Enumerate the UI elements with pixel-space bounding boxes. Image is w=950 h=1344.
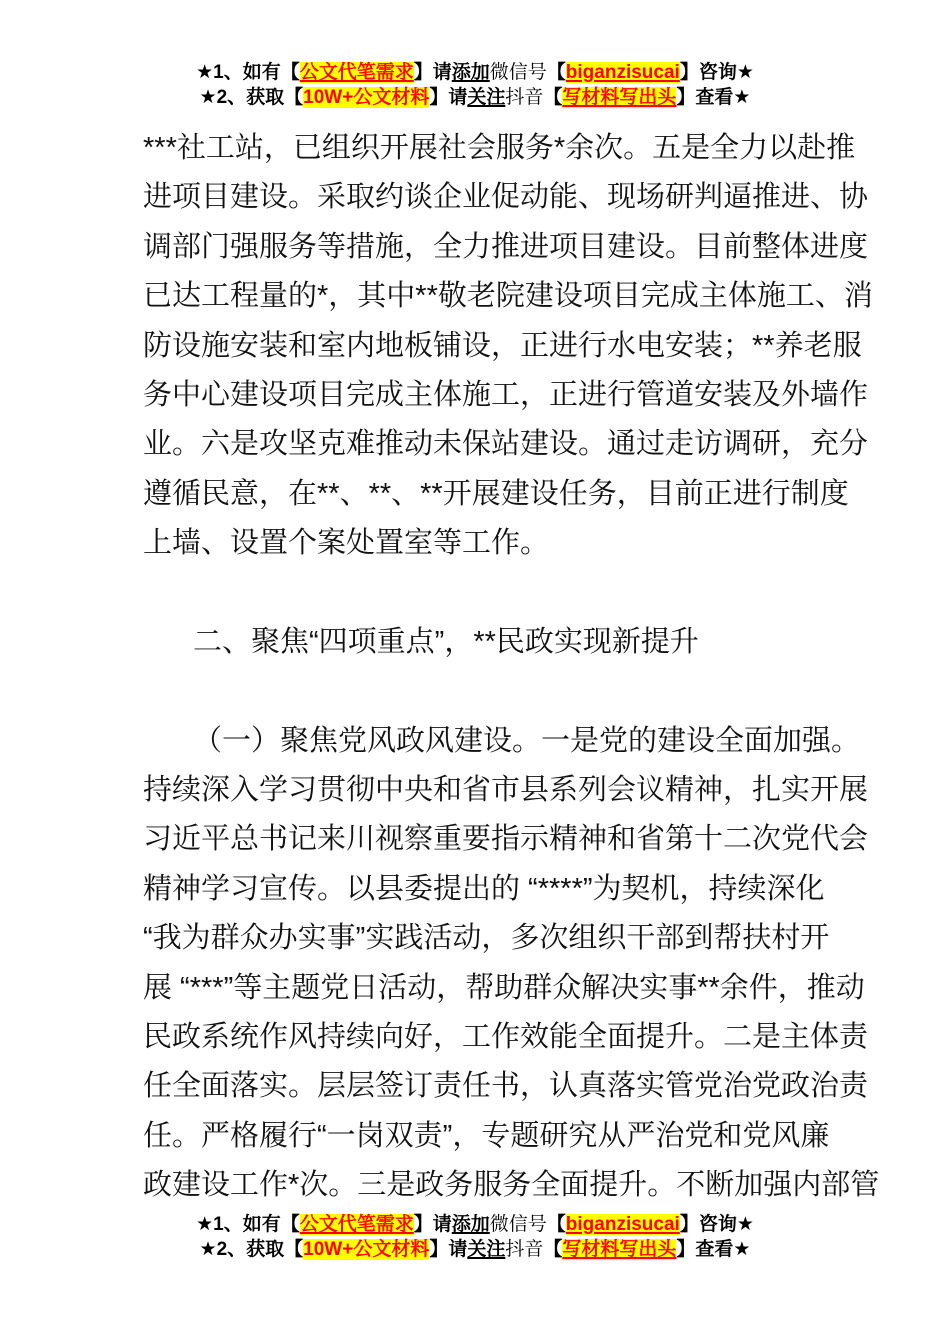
banner-prefix-2: ★2、获取【 [199, 87, 304, 108]
promo-banner-line-2 [0, 85, 950, 110]
wechat-id: biganzisucai [565, 62, 680, 83]
document-body [143, 124, 880, 1211]
text-line: 任。严格履行“一岗双责”，专题研究从严治党和党风廉 [143, 1119, 830, 1152]
banner-suffix-1: 】咨询★ [679, 62, 754, 83]
text-line: 已达工程量的*，其中**敬老院建设项目完成主体施工、消 [143, 280, 873, 313]
text-line: 遵循民意，在**、**、**开展建设任务，目前正进行制度 [143, 477, 849, 510]
banner-text: 】请 [413, 62, 452, 83]
banner-suffix-2: 】查看★ [676, 1239, 751, 1260]
text-line: ***社工站，已组织开展社会服务*余次。五是全力以赴推 [143, 132, 856, 164]
section-heading: 二、聚焦“四项重点”，**民政实现新提升 [193, 625, 699, 658]
douyin-account: 写材料写出头 [562, 1239, 677, 1260]
text-line: 上墙、设置个案处置室等工作。 [143, 527, 550, 560]
paragraph-party-conduct [143, 717, 880, 1211]
bracket: 【 [543, 1239, 563, 1260]
text-line: 任全面落实。层层签订责任书，认真落实管党治党政治责 [143, 1070, 869, 1103]
text-line: 精神学习宣传。以县委提出的 “****”为契机，持续深化 [143, 872, 825, 905]
keyword-materials: 10W+公文材料 [303, 1239, 430, 1260]
banner-text: 】请 [429, 87, 468, 108]
action-add: 添加 [451, 62, 490, 83]
keyword-writing-service: 公文代笔需求 [299, 1214, 414, 1235]
banner-prefix-2: ★2、获取【 [199, 1239, 304, 1260]
wechat-id: biganzisucai [565, 1214, 680, 1235]
douyin-label: 抖音 [505, 1239, 544, 1260]
douyin-label: 抖音 [505, 87, 544, 108]
promo-banner-line-1 [0, 1212, 950, 1237]
bracket: 【 [546, 62, 566, 83]
action-add: 添加 [451, 1214, 490, 1235]
douyin-account: 写材料写出头 [562, 87, 677, 108]
text-line: 务中心建设项目完成主体施工，正进行管道安装及外墙作 [143, 378, 869, 411]
banner-text: 】请 [413, 1214, 452, 1235]
paragraph-project-progress [143, 124, 873, 569]
promo-banner-bottom [0, 1212, 950, 1262]
wechat-label: 微信号 [489, 62, 547, 83]
promo-banner-line-2 [0, 1237, 950, 1262]
blank-line [143, 667, 863, 716]
text-line: 持续深入学习贯彻中央和省市县系列会议精神，扎实开展 [143, 774, 869, 807]
blank-line [143, 569, 863, 618]
action-follow: 关注 [467, 1239, 506, 1260]
banner-prefix-1: ★1、如有【 [196, 62, 300, 83]
text-line: 展 “***”等主题党日活动，帮助群众解决实事**余件，推动 [143, 971, 865, 1004]
text-line: “我为群众办实事”实践活动，多次组织干部到帮扶村开 [143, 922, 830, 955]
text-line: 调部门强服务等措施，全力推进项目建设。目前整体进度 [143, 230, 869, 263]
wechat-label: 微信号 [489, 1214, 547, 1235]
text-line: （一）聚焦党风政风建设。一是党的建设全面加强。 [193, 724, 861, 757]
promo-banner-line-1 [0, 60, 950, 85]
text-line: 民政系统作风持续向好，工作效能全面提升。二是主体责 [143, 1021, 869, 1054]
action-follow: 关注 [467, 87, 506, 108]
bracket: 【 [546, 1214, 566, 1235]
bracket: 【 [543, 87, 563, 108]
text-line: 防设施安装和室内地板铺设，正进行水电安装；**养老服 [143, 329, 862, 362]
banner-text: 】请 [429, 1239, 468, 1260]
keyword-materials: 10W+公文材料 [303, 87, 430, 108]
banner-prefix-1: ★1、如有【 [196, 1214, 300, 1235]
text-line: 进项目建设。采取约谈企业促动能、现场研判逼推进、协 [143, 181, 869, 214]
text-line: 习近平总书记来川视察重要指示精神和省第十二次党代会 [143, 823, 869, 856]
text-line: 政建设工作*次。三是政务服务全面提升。不断加强内部管 [143, 1169, 880, 1202]
banner-suffix-2: 】查看★ [676, 87, 751, 108]
text-line: 业。六是攻坚克难推动未保站建设。通过走访调研，充分 [143, 428, 869, 461]
promo-banner-top [0, 60, 950, 110]
keyword-writing-service: 公文代笔需求 [299, 62, 414, 83]
banner-suffix-1: 】咨询★ [679, 1214, 754, 1235]
